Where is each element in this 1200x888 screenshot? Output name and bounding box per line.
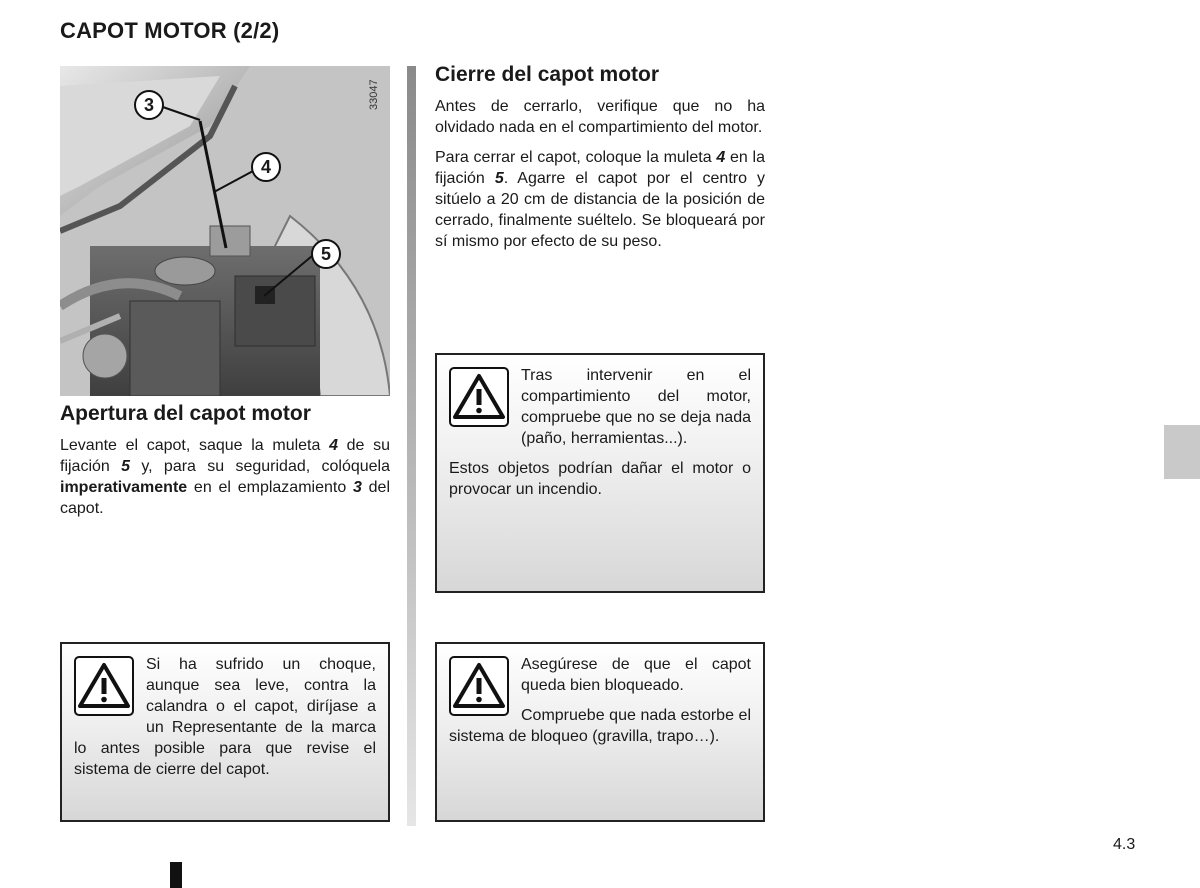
engine-compartment-illustration — [60, 66, 390, 396]
section-tab — [1164, 425, 1200, 479]
warning-triangle-icon — [449, 367, 509, 427]
callout-5: 5 — [311, 239, 341, 269]
closing-paragraph-1: Antes de cerrarlo, verifique que no ha olvidado nada en el compartimiento del motor. — [435, 98, 765, 136]
section-heading-opening: Apertura del capot motor — [60, 402, 311, 425]
callout-3: 3 — [134, 90, 164, 120]
opening-instructions: Levante el capot, saque la muleta 4 de su fijación 5 y, para su seguridad, colóquela imperativamente en el emplazamiento 3 del capot. — [60, 437, 391, 517]
warning-box-impact: Si ha sufrido un choque, aunque sea leve, contra la calandra o el capot, diríjase a un Representante de la marca lo antes posible para que revise el sistema de cierre del capot. — [60, 642, 390, 822]
column-divider — [407, 66, 416, 826]
section-heading-closing: Cierre del capot motor — [435, 63, 660, 86]
callout-4: 4 — [251, 152, 281, 182]
page-title: CAPOT MOTOR (2/2) — [60, 18, 280, 43]
bottom-margin-mark — [170, 862, 182, 888]
warning-triangle-icon — [74, 656, 134, 716]
page-number: 4.3 — [1113, 836, 1136, 853]
warning-triangle-icon — [449, 656, 509, 716]
closing-paragraph-2: Para cerrar el capot, coloque la muleta 4 en la fijación 5. Agarre el capot por el centro y sitúelo a 20 cm de distancia de la posición de cerrado, finalmente suéltelo. Se bloqueará por sí mismo por efecto de su peso. — [435, 149, 766, 250]
image-reference-code: 33047 — [368, 79, 380, 110]
closing-instructions — [435, 96, 765, 252]
warning-box-locking: Asegúrese de que el capot queda bien bloqueado. Compruebe que nada estorbe el sistema de bloqueo (gravilla, trapo…). — [435, 642, 765, 822]
warning-box-compartment: Tras intervenir en el compartimiento del motor, compruebe que no se deja nada (paño, herramientas...). Estos objetos podrían dañar el motor o provocar un incendio. — [435, 353, 765, 593]
